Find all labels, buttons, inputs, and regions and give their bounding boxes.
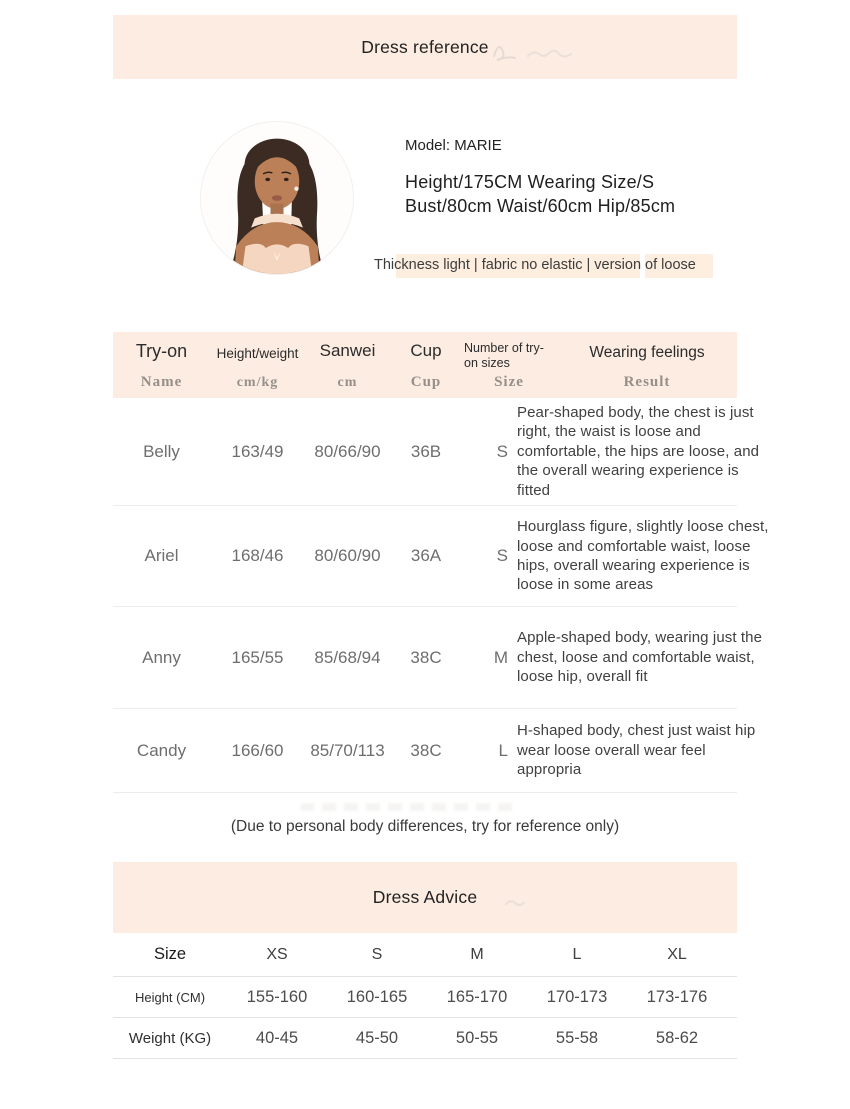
row-label: Height (CM) bbox=[134, 989, 206, 1005]
header-sanwei: Sanwei cm bbox=[319, 341, 376, 390]
cell-size: L bbox=[498, 740, 508, 760]
model-portrait-illustration bbox=[201, 122, 353, 274]
cell-cup: 36B bbox=[410, 441, 442, 461]
size-advice-table bbox=[113, 933, 737, 1059]
height-xl: 173-176 bbox=[646, 987, 708, 1006]
header-tryon-name: Try-on Name bbox=[135, 341, 188, 390]
header-cup: Cup Cup bbox=[410, 341, 442, 390]
height-row bbox=[113, 977, 737, 1017]
model-height-size: Height/175CM Wearing Size/S bbox=[405, 172, 655, 192]
cell-name: Anny bbox=[142, 647, 181, 667]
cell-name: Belly bbox=[143, 441, 180, 461]
tryon-table-header bbox=[113, 332, 773, 398]
cell-feeling: Pear-shaped body, the chest is just right, the waist is loose and comfortable, the hips are loose, and the overall wearing experience is fitted bbox=[517, 403, 760, 499]
weight-row bbox=[113, 1018, 737, 1058]
height-s: 160-165 bbox=[346, 987, 408, 1006]
cell-height-weight: 163/49 bbox=[231, 441, 284, 461]
cell-size: S bbox=[496, 441, 508, 461]
cell-sanwei: 80/60/90 bbox=[314, 546, 381, 565]
size-l: L bbox=[572, 945, 582, 963]
header-size: Number of try-on sizes Size bbox=[464, 341, 544, 390]
reference-note: (Due to personal body differences, try for reference only) bbox=[230, 818, 620, 835]
watermark-squiggle-icon bbox=[488, 32, 598, 64]
weight-s: 45-50 bbox=[355, 1028, 399, 1047]
size-table-header bbox=[113, 933, 737, 976]
cell-cup: 38C bbox=[410, 740, 442, 760]
size-xs: XS bbox=[266, 945, 288, 963]
tryon-row bbox=[113, 709, 773, 792]
size-column-label: Size bbox=[153, 945, 187, 963]
header-height-weight: Height/weight cm/kg bbox=[216, 346, 299, 390]
height-xs: 155-160 bbox=[246, 987, 308, 1006]
height-l: 170-173 bbox=[546, 987, 608, 1006]
model-bust-waist-hip: Bust/80cm Waist/60cm Hip/85cm bbox=[405, 195, 676, 216]
tryon-row bbox=[113, 607, 773, 708]
row-divider bbox=[113, 1058, 737, 1059]
cell-feeling: Hourglass figure, slightly loose chest, loose and comfortable waist, loose hips, overall wearing experience is loose in some areas bbox=[517, 518, 769, 594]
fabric-properties bbox=[374, 257, 696, 273]
weight-xs: 40-45 bbox=[255, 1028, 299, 1047]
cell-cup: 38C bbox=[410, 647, 442, 667]
dress-reference-banner bbox=[113, 15, 737, 79]
cell-cup: 36A bbox=[410, 546, 442, 565]
size-s: S bbox=[371, 945, 383, 963]
cell-sanwei: 80/66/90 bbox=[314, 441, 381, 461]
cell-height-weight: 165/55 bbox=[231, 647, 284, 667]
row-divider bbox=[113, 792, 737, 793]
cell-feeling: Apple-shaped body, wearing just the chest, loose and comfortable waist, loose hip, overall fit bbox=[517, 629, 763, 686]
model-name: Model: MARIE bbox=[405, 137, 502, 154]
size-m: M bbox=[470, 945, 484, 963]
watermark-smudge bbox=[300, 803, 520, 811]
header-wearing-feelings: Wearing feelings Result bbox=[589, 344, 705, 390]
page-title: Dress reference bbox=[361, 36, 489, 57]
tryon-row bbox=[113, 506, 773, 606]
size-xl: XL bbox=[667, 945, 687, 963]
cell-name: Candy bbox=[136, 740, 187, 760]
cell-feeling: H-shaped body, chest just waist hip wear loose overall wear feel appropria bbox=[517, 722, 756, 779]
weight-l: 55-58 bbox=[555, 1028, 599, 1047]
tryon-row bbox=[113, 398, 773, 505]
tryon-table bbox=[113, 332, 773, 793]
cell-sanwei: 85/70/113 bbox=[310, 740, 385, 760]
advice-title: Dress Advice bbox=[372, 887, 478, 907]
cell-height-weight: 168/46 bbox=[231, 546, 284, 565]
weight-m: 50-55 bbox=[455, 1028, 499, 1047]
height-m: 165-170 bbox=[446, 987, 508, 1006]
cell-sanwei: 85/68/94 bbox=[314, 647, 381, 667]
cell-size: M bbox=[493, 647, 508, 667]
dress-advice-banner bbox=[113, 862, 737, 933]
row-label: Weight (KG) bbox=[128, 1029, 212, 1047]
cell-size: S bbox=[496, 546, 508, 565]
weight-xl: 58-62 bbox=[655, 1028, 699, 1047]
watermark-squiggle-icon bbox=[470, 890, 530, 912]
model-photo bbox=[201, 122, 353, 274]
fabric-properties-text: Thickness light | fabric no elastic | version of loose bbox=[374, 257, 696, 273]
model-info bbox=[405, 137, 675, 218]
cell-height-weight: 166/60 bbox=[231, 740, 284, 760]
model-measurements bbox=[405, 171, 675, 218]
cell-name: Ariel bbox=[144, 546, 179, 565]
